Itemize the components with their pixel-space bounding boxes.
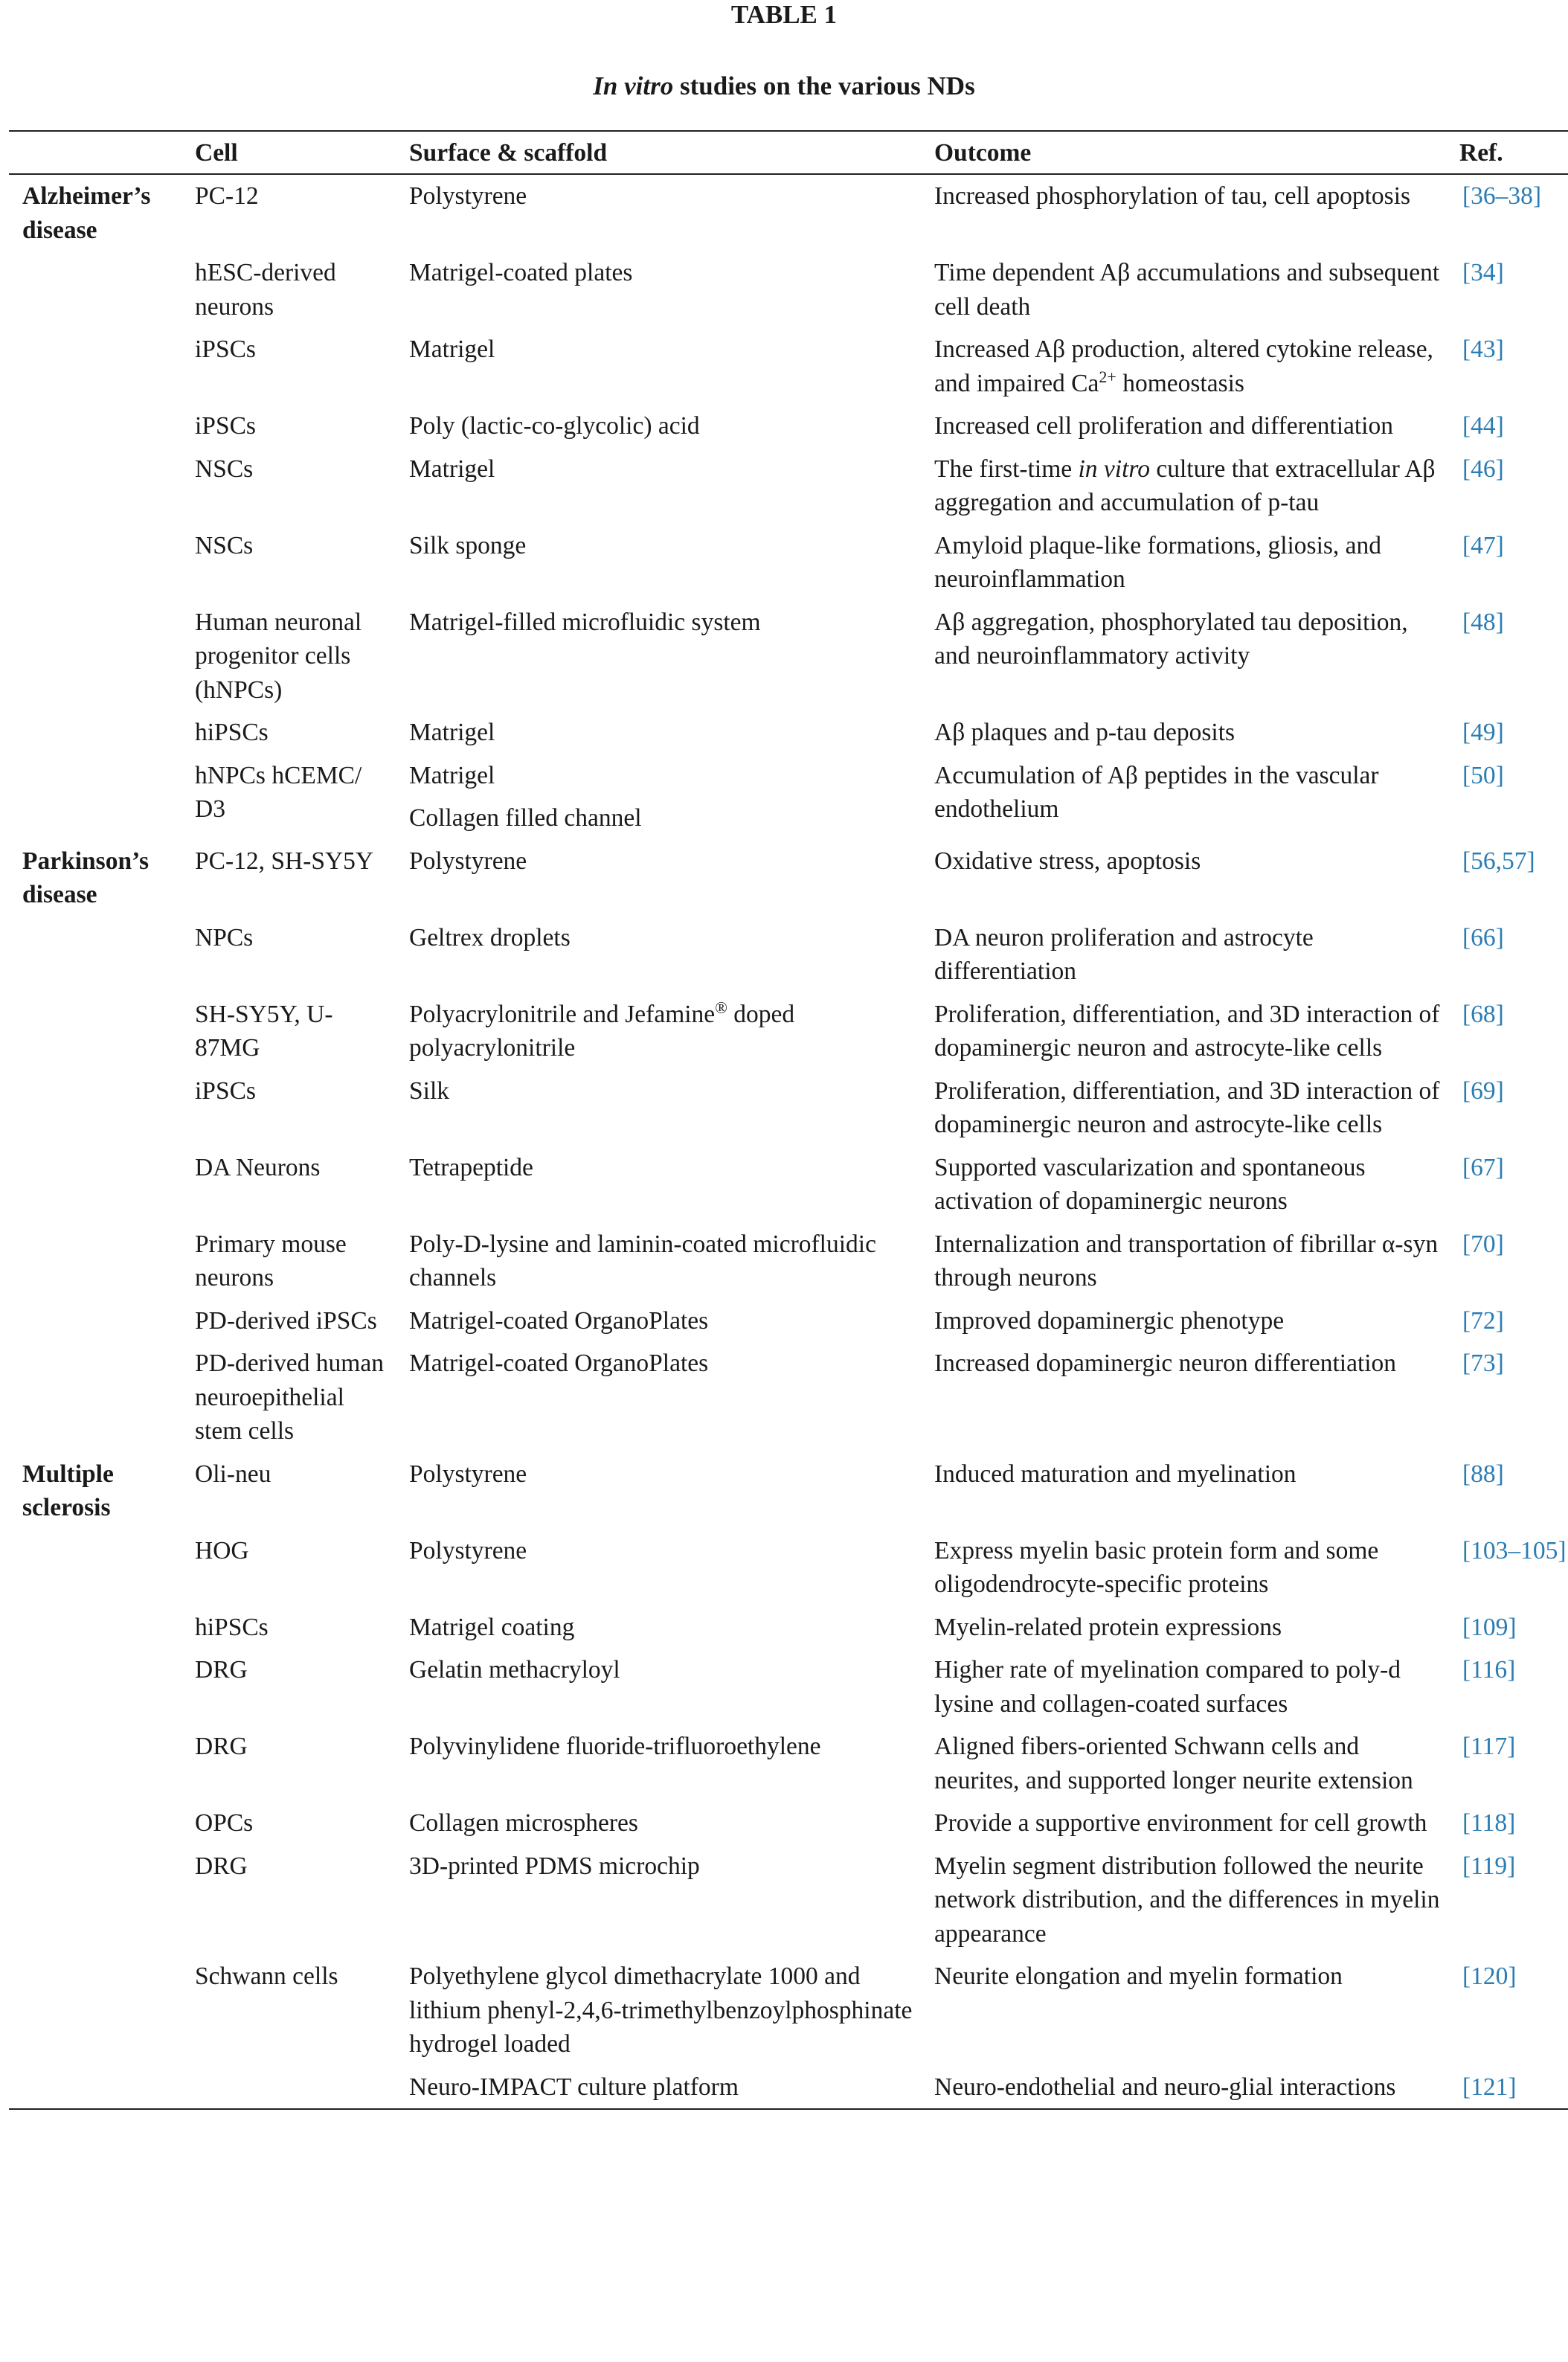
cell-type: HOG [195,1536,249,1564]
reference-link[interactable]: [88] [1462,1460,1504,1488]
reference-link[interactable]: [121] [1462,2073,1517,2101]
reference-link[interactable]: [34] [1462,259,1504,286]
cell-type: Oli-neu [195,1460,271,1488]
disease-cell [9,1845,181,1956]
cell-type: DRG [195,1656,248,1684]
header-disease [9,131,181,174]
scaffold-cell: Polystyrene [409,847,527,875]
outcome-cell: Induced maturation and myelination [934,1460,1297,1488]
table-row [9,1342,1568,1453]
header-row [9,131,1568,174]
disease-cell [9,328,181,405]
scaffold-cell: Collagen microspheres [409,1809,638,1837]
disease-cell [9,993,181,1070]
outcome-cell: Neuro-endothelial and neuro-glial interactions [934,2073,1396,2101]
outcome-text: Increased Aβ production, altered cytokine release, and impaired Ca [934,336,1433,397]
reference-link[interactable]: [36–38] [1462,182,1542,210]
caption-italic: In vitro [593,71,674,100]
outcome-cell [928,328,1453,405]
outcome-cell: Increased phosphorylation of tau, cell apoptosis [934,182,1411,210]
outcome-cell: Myelin segment distribution followed the neurite network distribution, and the differences in myelin appearance [934,1852,1440,1948]
table-row [9,1070,1568,1146]
header-outcome: Outcome [934,139,1032,167]
disease-cell [9,601,181,712]
reference-link[interactable]: [103–105] [1462,1536,1567,1564]
cell-type: Primary mouse neurons [195,1230,347,1291]
scaffold-cell: Gelatin methacryloyl [409,1656,620,1684]
disease-cell [9,1955,181,2066]
outcome-cell: Proliferation, differentiation, and 3D interaction of dopaminergic neuron and astrocyte-like cells [934,1000,1440,1062]
registered-mark: ® [715,998,727,1017]
cell-type: PD-derived human neuroepithelial stem cells [195,1350,384,1445]
outcome-cell: Provide a supportive environment for cell growth [934,1809,1427,1837]
table-row [9,1649,1568,1725]
disease-cell [9,754,181,840]
outcome-cell: Aligned fibers-oriented Schwann cells and neurites, and supported longer neurite extension [934,1733,1413,1794]
scaffold-line: Collagen filled channel [409,804,642,832]
disease-cell [9,405,181,448]
cell-type: DA Neurons [195,1153,321,1181]
scaffold-cell [403,754,928,840]
cell-type: hESC-derived neurons [195,259,336,321]
reference-link[interactable]: [56,57] [1462,847,1535,875]
table-row [9,917,1568,993]
table-row [9,1146,1568,1223]
reference-link[interactable]: [46] [1462,455,1504,483]
reference-link[interactable]: [73] [1462,1350,1504,1377]
outcome-cell: Myelin-related protein expressions [934,1613,1282,1641]
scaffold-cell: Matrigel [409,719,495,746]
outcome-text: culture that extracellular Aβ aggregation and accumulation of p-tau [934,455,1436,516]
outcome-cell: Increased cell proliferation and differentiation [934,412,1393,440]
scaffold-cell [403,993,928,1070]
disease-cell [9,1146,181,1223]
reference-link[interactable]: [109] [1462,1613,1517,1641]
outcome-cell: Increased dopaminergic neuron differentiation [934,1350,1397,1377]
scaffold-cell: Geltrex droplets [409,923,571,951]
scaffold-cell: Matrigel-filled microfluidic system [409,608,761,636]
scaffold-cell: Polystyrene [409,182,527,210]
table-row [9,328,1568,405]
reference-link[interactable]: [48] [1462,608,1504,636]
table-row [9,1300,1568,1343]
disease-cell [9,1725,181,1802]
scaffold-cell: Matrigel coating [409,1613,575,1641]
table-body [9,174,1568,2109]
scaffold-cell: Poly (lactic-co-glycolic) acid [409,412,700,440]
table-row [9,1606,1568,1649]
outcome-italic: in vitro [1078,455,1150,483]
table-row [9,601,1568,712]
table-row [9,754,1568,840]
outcome-cell: Express myelin basic protein form and some oligodendrocyte-specific proteins [934,1536,1379,1598]
outcome-cell: Higher rate of myelination compared to poly-d lysine and collagen-coated surfaces [934,1656,1401,1718]
table-row [9,993,1568,1070]
scaffold-text: Polyacrylonitrile and Jefamine [409,1000,716,1028]
outcome-cell: Aβ aggregation, phosphorylated tau deposition, and neuroinflammatory activity [934,608,1408,670]
cell-type: PC-12, SH-SY5Y [195,847,374,875]
scaffold-cell: Matrigel [409,336,495,363]
disease-cell [9,1649,181,1725]
scaffold-line: Matrigel [409,761,495,789]
reference-link[interactable]: [50] [1462,761,1504,789]
scaffold-cell: Matrigel-coated plates [409,259,633,286]
table-row [9,2066,1568,2110]
cell-type: DRG [195,1733,248,1760]
cell-type: Schwann cells [195,1963,338,1990]
reference-link[interactable]: [69] [1462,1076,1504,1105]
outcome-cell: Accumulation of Aβ peptides in the vascular endothelium [934,761,1379,823]
reference-link[interactable]: [117] [1462,1733,1516,1760]
cell-type [181,2066,403,2110]
disease-cell [9,251,181,328]
disease-cell [9,711,181,754]
outcome-cell [928,448,1453,524]
outcome-text: The first-time [934,455,1079,483]
scaffold-cell: Polyvinylidene fluoride-trifluoroethylene [409,1733,821,1760]
table-row [9,405,1568,448]
scaffold-cell: Neuro-IMPACT culture platform [409,2073,739,2101]
header-scaffold: Surface & scaffold [409,139,608,167]
disease-cell: Alzheimer’s disease [22,182,151,244]
reference-link[interactable]: [43] [1462,336,1504,363]
outcome-cell: DA neuron proliferation and astrocyte differentiation [934,923,1314,985]
table-row [9,1802,1568,1845]
disease-cell [9,917,181,993]
table-number: TABLE 1 [730,0,838,29]
reference-link[interactable]: [116] [1462,1656,1516,1684]
cell-type: DRG [195,1852,248,1880]
disease-cell [9,1606,181,1649]
disease-cell [9,1300,181,1343]
cell-type: OPCs [195,1809,254,1837]
cell-type: NSCs [195,455,254,483]
cell-type: PD-derived iPSCs [195,1306,377,1335]
table-caption [0,70,1568,103]
cell-type: PC-12 [195,182,259,210]
studies-table [9,130,1568,2110]
table-row [9,524,1568,601]
cell-type: hNPCs hCEMC/ D3 [195,761,362,823]
reference-link[interactable]: [67] [1462,1153,1504,1181]
outcome-cell: Aβ plaques and p-tau deposits [934,719,1236,746]
reference-link[interactable]: [68] [1462,1000,1504,1028]
outcome-cell: Neurite elongation and myelin formation [934,1963,1343,1990]
outcome-cell: Amyloid plaque-like formations, gliosis, and neuroinflammation [934,531,1382,593]
disease-cell: Multiple sclerosis [22,1460,114,1521]
table-row [9,1955,1568,2066]
disease-cell: Parkinson’s disease [22,847,150,908]
cell-type: hiPSCs [195,719,269,746]
reference-link[interactable]: [120] [1462,1963,1517,1990]
scaffold-cell: Polystyrene [409,1536,527,1564]
table-row [9,251,1568,328]
outcome-cell: Oxidative stress, apoptosis [934,847,1201,875]
scaffold-cell: Poly-D-lysine and laminin-coated microfluidic channels [409,1230,876,1291]
table-row [9,174,1568,251]
table-row [9,1530,1568,1606]
cell-type: SH-SY5Y, U-87MG [195,1000,333,1062]
reference-link[interactable]: [72] [1462,1306,1504,1335]
disease-cell [9,1342,181,1453]
scaffold-cell: Matrigel [409,455,495,483]
table-row [9,1845,1568,1956]
charge-superscript: 2+ [1099,367,1116,386]
disease-cell [9,1070,181,1146]
scaffold-text: doped polyacrylonitrile [409,1000,795,1062]
outcome-cell: Time dependent Aβ accumulations and subsequent cell death [934,259,1440,321]
table-row [9,711,1568,754]
header-cell: Cell [195,139,238,167]
table-row [9,448,1568,524]
header-ref: Ref. [1459,139,1503,167]
scaffold-cell: Matrigel-coated OrganoPlates [409,1306,709,1335]
table-row [9,1725,1568,1802]
cell-type: iPSCs [195,1076,256,1105]
outcome-cell: Supported vascularization and spontaneous activation of dopaminergic neurons [934,1153,1366,1215]
disease-cell [9,1802,181,1845]
cell-type: Human neuronal progenitor cells (hNPCs) [195,608,362,704]
reference-link[interactable]: [66] [1462,923,1504,951]
table-row [9,1453,1568,1530]
cell-type: hiPSCs [195,1613,269,1641]
disease-cell [9,1223,181,1300]
table-row [9,1223,1568,1300]
cell-type: NPCs [195,923,254,951]
scaffold-cell: Silk [409,1076,449,1105]
table-row [9,840,1568,917]
cell-type: NSCs [195,531,254,559]
scaffold-cell: Polystyrene [409,1460,527,1488]
reference-link[interactable]: [70] [1462,1230,1504,1258]
disease-cell [9,524,181,601]
disease-cell [9,448,181,524]
outcome-cell: Proliferation, differentiation, and 3D interaction of dopaminergic neuron and astrocyte-like cells [934,1076,1440,1138]
reference-link[interactable]: [44] [1462,412,1504,440]
cell-type: iPSCs [195,336,256,363]
reference-link[interactable]: [119] [1462,1852,1516,1880]
disease-cell [9,2066,181,2110]
scaffold-cell: Tetrapeptide [409,1153,533,1181]
reference-link[interactable]: [118] [1462,1809,1516,1837]
reference-link[interactable]: [47] [1462,531,1504,559]
caption-rest: studies on the various NDs [673,71,975,100]
disease-cell [9,1530,181,1606]
outcome-cell: Internalization and transportation of fibrillar α-syn through neurons [934,1230,1439,1291]
outcome-text: homeostasis [1116,369,1244,397]
scaffold-cell: Matrigel-coated OrganoPlates [409,1350,709,1377]
reference-link[interactable]: [49] [1462,719,1504,746]
scaffold-cell: 3D-printed PDMS microchip [409,1852,700,1880]
scaffold-cell: Silk sponge [409,531,527,559]
cell-type: iPSCs [195,412,256,440]
outcome-cell: Improved dopaminergic phenotype [934,1306,1285,1335]
scaffold-cell: Polyethylene glycol dimethacrylate 1000 and lithium phenyl-2,4,6-trimethylbenzoylphosphinate hydrogel loaded [409,1963,913,2058]
